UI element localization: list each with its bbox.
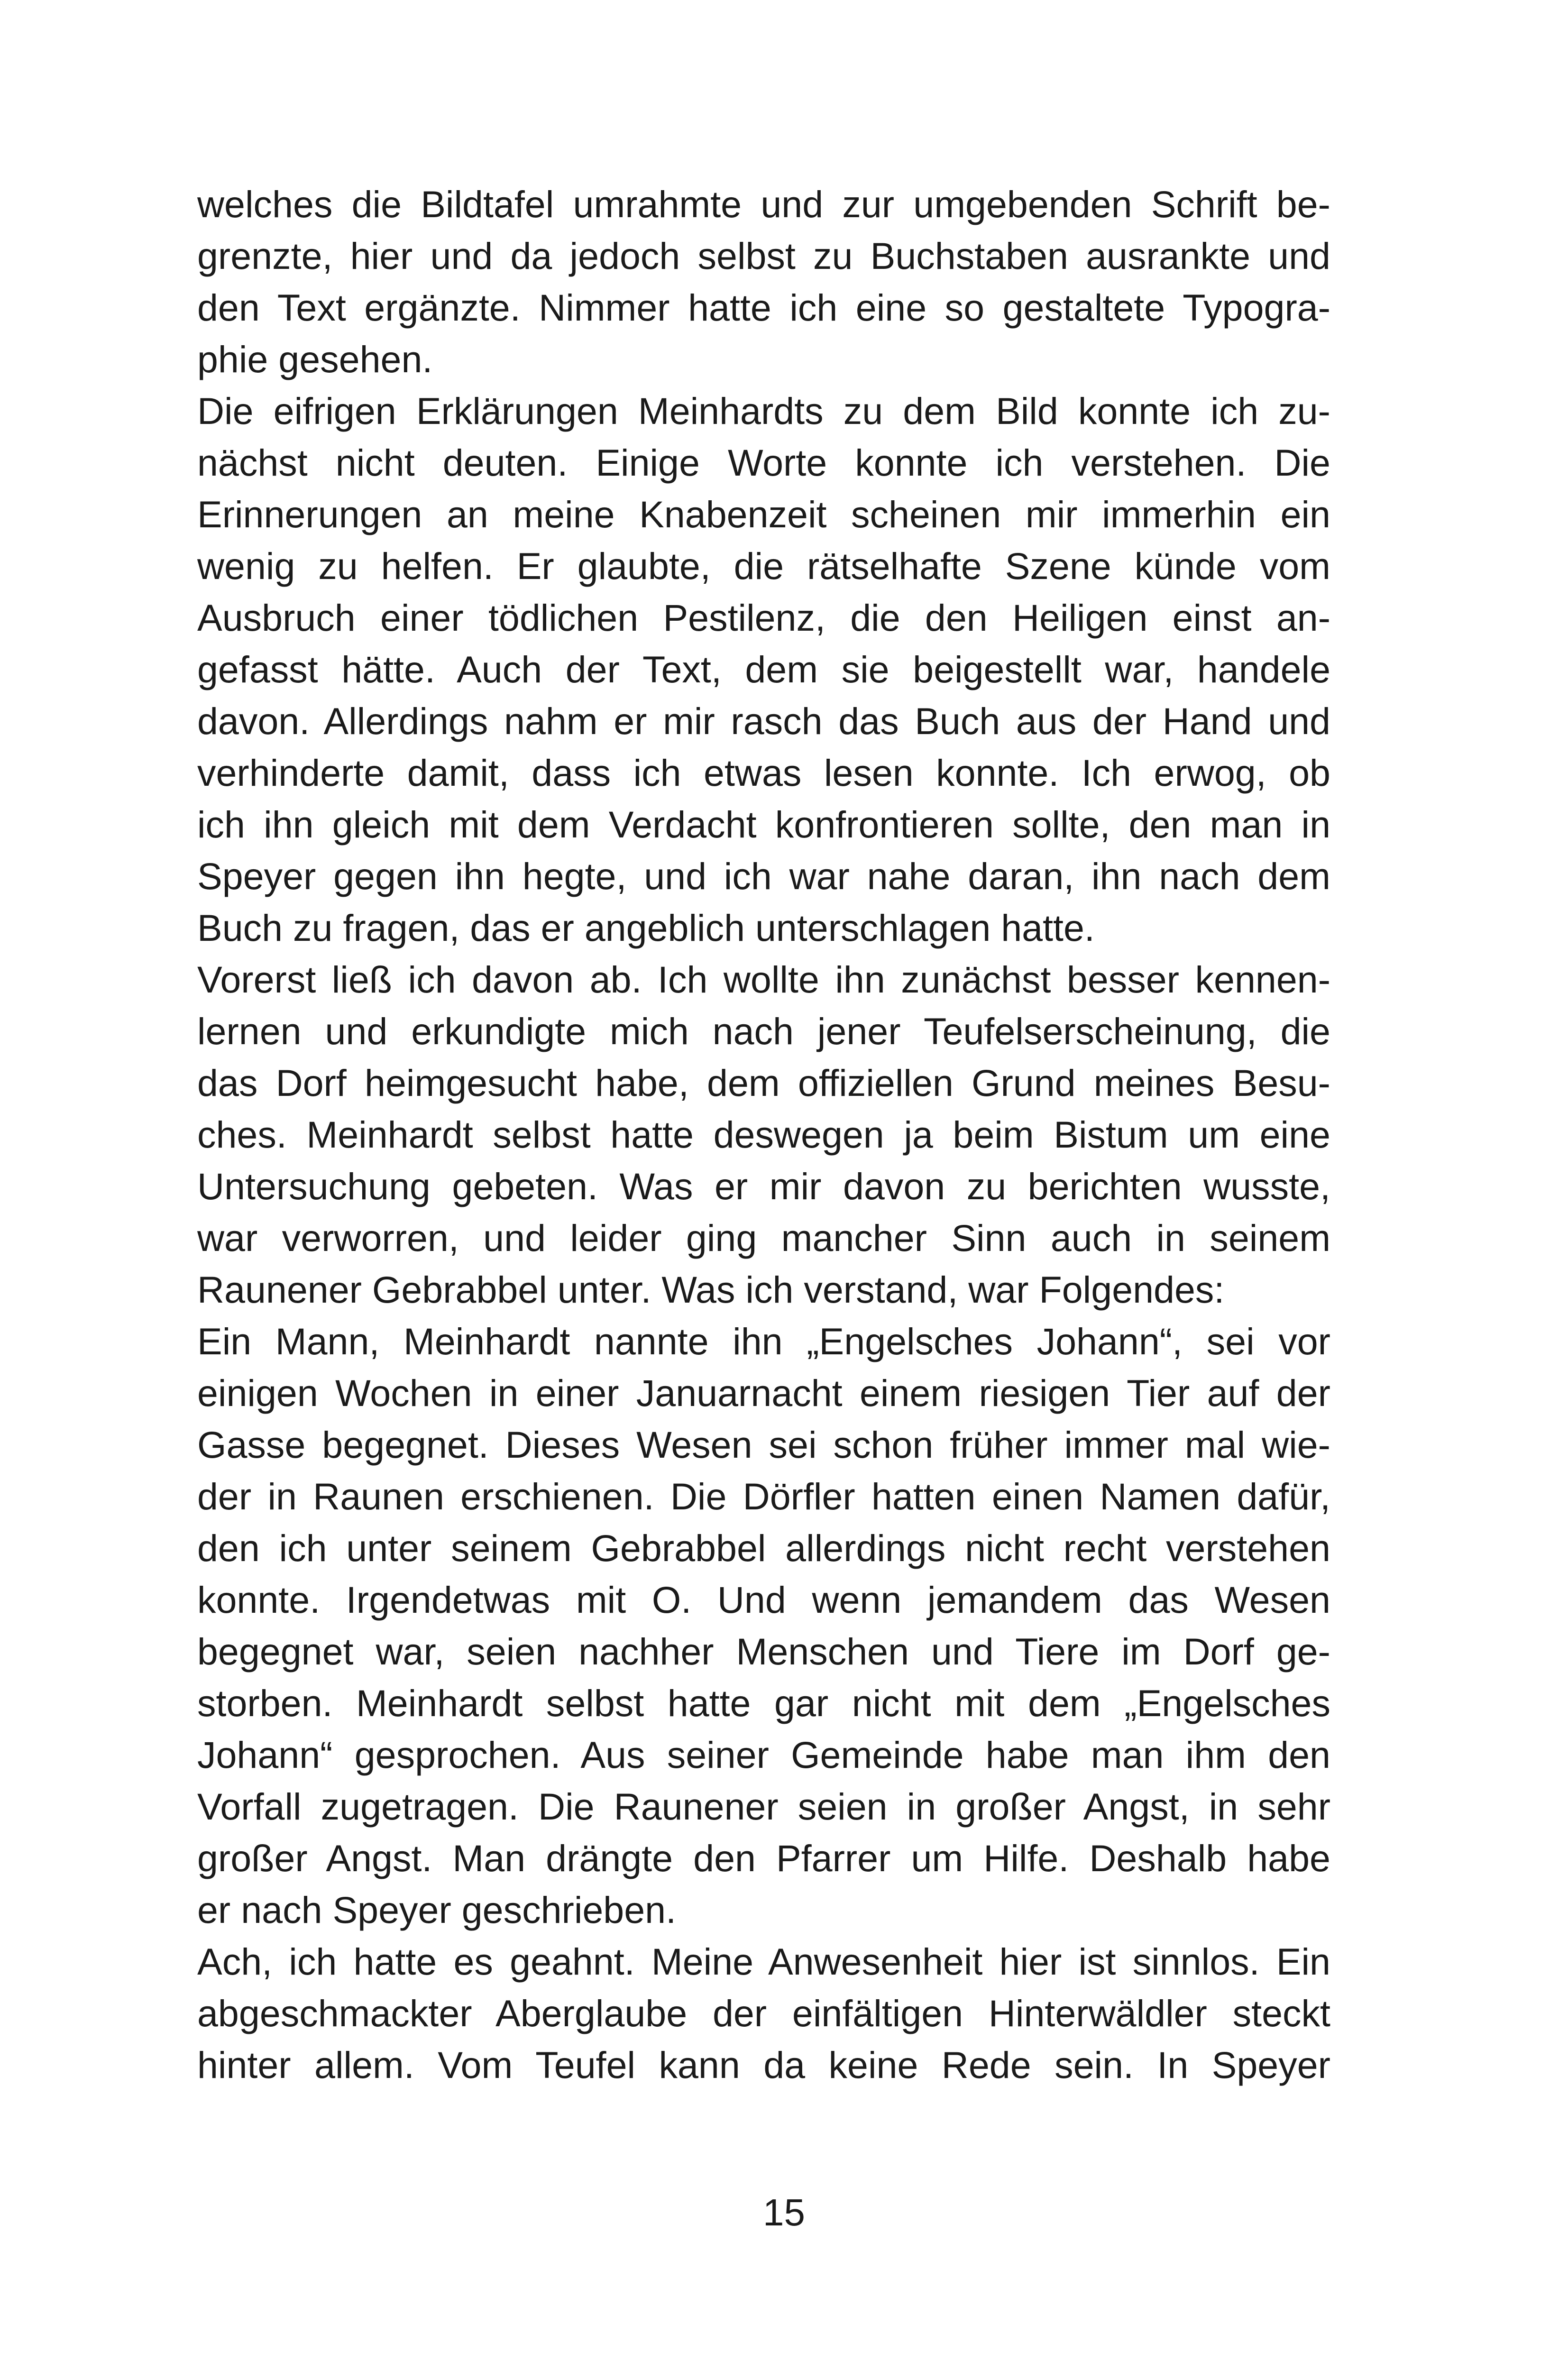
text-line: den ich unter seinem Gebrabbel allerdings nicht recht verstehen xyxy=(197,1527,1330,1569)
text-line: nächst nicht deuten. Einige Worte konnte ich verstehen. Die xyxy=(197,441,1330,484)
text-line: wenig zu helfen. Er glaubte, die rätselhafte Szene künde vom xyxy=(197,545,1330,587)
text-line: Vorerst ließ ich davon ab. Ich wollte ihn zunächst besser kennen- xyxy=(197,958,1330,1001)
text-line: grenzte, hier und da jedoch selbst zu Buchstaben ausrankte und xyxy=(197,235,1330,277)
body-text xyxy=(197,178,1330,2091)
text-line: Gasse begegnet. Dieses Wesen sei schon früher immer mal wie- xyxy=(197,1424,1330,1466)
text-line: Ausbruch einer tödlichen Pestilenz, die den Heiligen einst an- xyxy=(197,597,1330,639)
text-line: verhinderte damit, dass ich etwas lesen konnte. Ich erwog, ob xyxy=(197,752,1330,794)
text-line: abgeschmackter Aberglaube der einfältigen Hinterwäldler steckt xyxy=(197,1992,1330,2034)
text-line: Johann“ gesprochen. Aus seiner Gemeinde habe man ihm den xyxy=(197,1734,1330,1776)
text-line: der in Raunen erschienen. Die Dörfler hatten einen Namen dafür, xyxy=(197,1475,1330,1517)
text-line: Ein Mann, Meinhardt nannte ihn „Engelsches Johann“, sei vor xyxy=(197,1320,1330,1362)
text-line: Die eifrigen Erklärungen Meinhardts zu dem Bild konnte ich zu- xyxy=(197,390,1330,432)
text-line: hinter allem. Vom Teufel kann da keine Rede sein. In Speyer xyxy=(197,2044,1330,2086)
text-line: begegnet war, seien nachher Menschen und Tiere im Dorf ge- xyxy=(197,1630,1330,1673)
text-line: Speyer gegen ihn hegte, und ich war nahe daran, ihn nach dem xyxy=(197,855,1330,897)
text-line: Ach, ich hatte es geahnt. Meine Anwesenheit hier ist sinnlos. Ein xyxy=(197,1940,1330,1983)
page-number: 15 xyxy=(763,2191,805,2233)
text-line: den Text ergänzte. Nimmer hatte ich eine so gestaltete Typogra- xyxy=(197,286,1330,329)
text-line: großer Angst. Man drängte den Pfarrer um Hilfe. Deshalb habe xyxy=(197,1837,1330,1879)
text-line: ches. Meinhardt selbst hatte deswegen ja beim Bistum um eine xyxy=(197,1113,1330,1156)
text-line: konnte. Irgendetwas mit O. Und wenn jemandem das Wesen xyxy=(197,1579,1330,1621)
text-line: phie gesehen. xyxy=(197,338,433,380)
text-line: storben. Meinhardt selbst hatte gar nicht mit dem „Engelsches xyxy=(197,1682,1330,1724)
text-line: Untersuchung gebeten. Was er mir davon zu berichten wusste, xyxy=(197,1165,1330,1207)
text-line: einigen Wochen in einer Januarnacht einem riesigen Tier auf der xyxy=(197,1372,1330,1414)
text-line: davon. Allerdings nahm er mir rasch das Buch aus der Hand und xyxy=(197,700,1330,742)
text-line: er nach Speyer geschrieben. xyxy=(197,1889,677,1931)
text-line: Vorfall zugetragen. Die Raunener seien in großer Angst, in sehr xyxy=(197,1785,1330,1828)
text-line: Buch zu fragen, das er angeblich unterschlagen hatte. xyxy=(197,907,1095,949)
text-line: gefasst hätte. Auch der Text, dem sie beigestellt war, handele xyxy=(197,648,1330,690)
text-line: ich ihn gleich mit dem Verdacht konfrontieren sollte, den man in xyxy=(197,803,1330,845)
text-line: das Dorf heimgesucht habe, dem offiziellen Grund meines Besu- xyxy=(197,1062,1330,1104)
text-line: welches die Bildtafel umrahmte und zur umgebenden Schrift be- xyxy=(197,183,1330,225)
text-line: lernen und erkundigte mich nach jener Teufelserscheinung, die xyxy=(197,1010,1330,1052)
text-line: Raunener Gebrabbel unter. Was ich verstand, war Folgendes: xyxy=(197,1268,1225,1311)
text-line: Erinnerungen an meine Knabenzeit scheinen mir immerhin ein xyxy=(197,493,1330,535)
text-line: war verworren, und leider ging mancher Sinn auch in seinem xyxy=(197,1217,1330,1259)
